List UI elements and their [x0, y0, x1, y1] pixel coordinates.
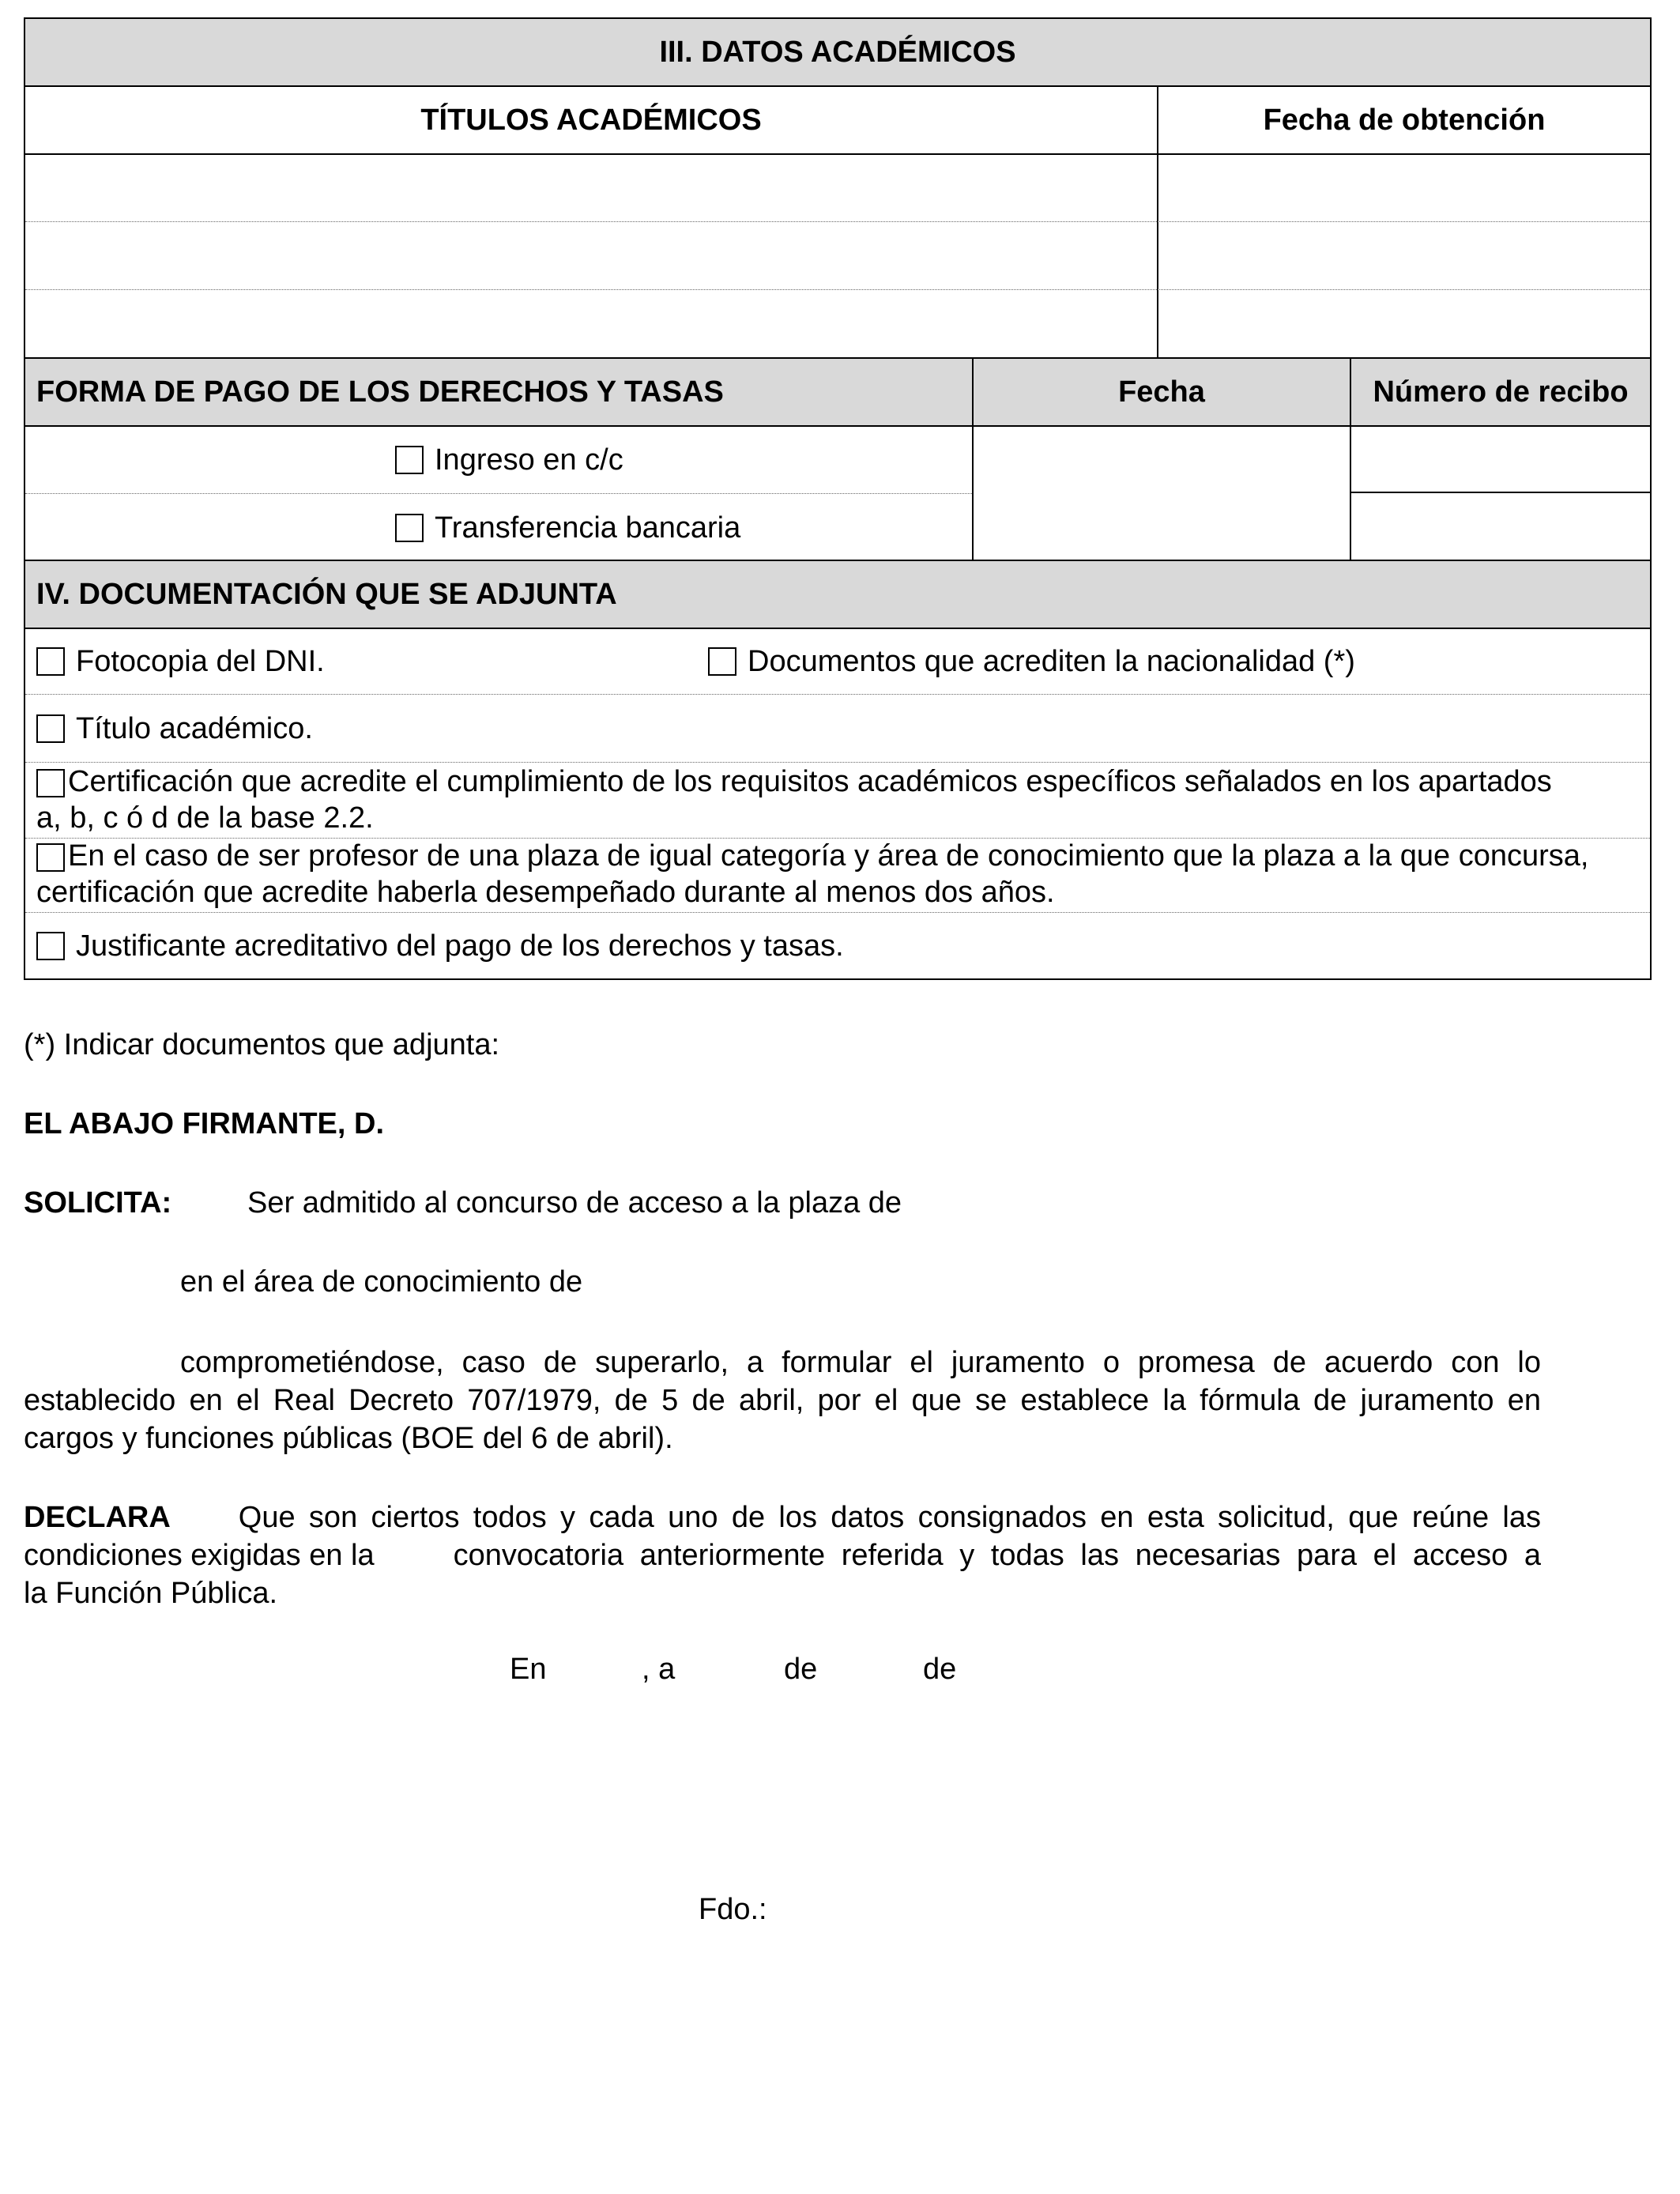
receipt-number-header: Número de recibo: [1351, 359, 1650, 425]
academic-titles-header: TÍTULOS ACADÉMICOS: [420, 103, 762, 137]
doc-item-dni[interactable]: Fotocopia del DNI.: [36, 629, 700, 694]
payment-option-deposit[interactable]: Ingreso en c/c: [395, 427, 964, 493]
footnote: (*) Indicar documentos que adjunta:: [24, 1028, 500, 1061]
checkbox-transfer[interactable]: [395, 514, 424, 542]
declara-paragraph: DECLARA Que son ciertos todos y cada uno de los datos consignados en esta solicitud, que reúne las condiciones exigidas en la convocatoria anteriormente referida y todas las necesarias para el acceso a la Función Pública.: [24, 1498, 1541, 1612]
checkbox-payment-receipt[interactable]: [36, 932, 65, 960]
payment-date-input-2[interactable]: [974, 495, 1350, 561]
date-de-1: de: [784, 1653, 818, 1686]
academic-title-input-3[interactable]: [25, 291, 1157, 357]
place-en: En: [510, 1653, 547, 1686]
date-de-2: de: [923, 1653, 957, 1686]
place-a: , a: [642, 1653, 676, 1686]
checkbox-academic-title[interactable]: [36, 714, 65, 743]
signer-label: EL ABAJO FIRMANTE, D.: [24, 1107, 385, 1140]
section-3-title: [25, 19, 1650, 85]
obtained-date-header: Fecha de obtención: [1263, 103, 1546, 137]
obtained-date-input-2[interactable]: [1158, 223, 1650, 289]
declara-label: DECLARA: [24, 1501, 171, 1534]
doc-item-academic-title[interactable]: Título académico.: [36, 696, 1222, 762]
payment-date-header: Fecha: [974, 359, 1350, 425]
section-4-title: IV. DOCUMENTACIÓN QUE SE ADJUNTA: [25, 561, 1650, 628]
checkbox-certification[interactable]: [36, 769, 65, 797]
section-3-title-text: III. DATOS ACADÉMICOS: [659, 35, 1016, 69]
obtained-date-input-3[interactable]: [1158, 291, 1650, 357]
obtained-date-input-1[interactable]: [1158, 155, 1650, 221]
payment-header: FORMA DE PAGO DE LOS DERECHOS Y TASAS: [25, 359, 972, 425]
checkbox-deposit[interactable]: [395, 446, 424, 474]
solicita-label: SOLICITA:: [24, 1186, 172, 1220]
academic-title-input-1[interactable]: [25, 155, 1157, 221]
receipt-number-input-2[interactable]: [1351, 493, 1650, 561]
payment-date-input-1[interactable]: [974, 427, 1350, 493]
payment-option-transfer[interactable]: Transferencia bancaria: [395, 495, 964, 561]
doc-item-certification[interactable]: Certificación que acredite el cumplimiento de los requisitos académicos específicos señalados en los apartados a, b, c ó d de la base 2.2.: [36, 765, 1552, 835]
solicita-text: Ser admitido al concurso de acceso a la plaza de: [247, 1186, 902, 1220]
commitment-paragraph: comprometiéndose, caso de superarlo, a formular el juramento o promesa de acuerdo con lo establecido en el Real Decreto 707/1979, de 5 de abril, por el que se establece la fórmula de juramento en cargos y funciones públicas (BOE del 6 de abril).: [24, 1346, 1541, 1455]
doc-item-payment-receipt[interactable]: Justificante acreditativo del pago de los derechos y tasas.: [36, 914, 1222, 978]
academic-title-input-2[interactable]: [25, 223, 1157, 289]
receipt-number-input-1[interactable]: [1351, 427, 1650, 492]
area-text: en el área de conocimiento de: [180, 1265, 583, 1299]
signature-label: Fdo.:: [699, 1893, 767, 1926]
checkbox-dni[interactable]: [36, 647, 65, 676]
doc-item-professor[interactable]: En el caso de ser profesor de una plaza de igual categoría y área de conocimiento que la plaza a la que concursa, certificación que acredite haberla desempeñado durante al menos dos años.: [36, 839, 1589, 909]
checkbox-professor[interactable]: [36, 843, 65, 872]
doc-item-nationality[interactable]: Documentos que acrediten la nacionalidad (*): [708, 629, 1640, 694]
checkbox-nationality[interactable]: [708, 647, 736, 676]
